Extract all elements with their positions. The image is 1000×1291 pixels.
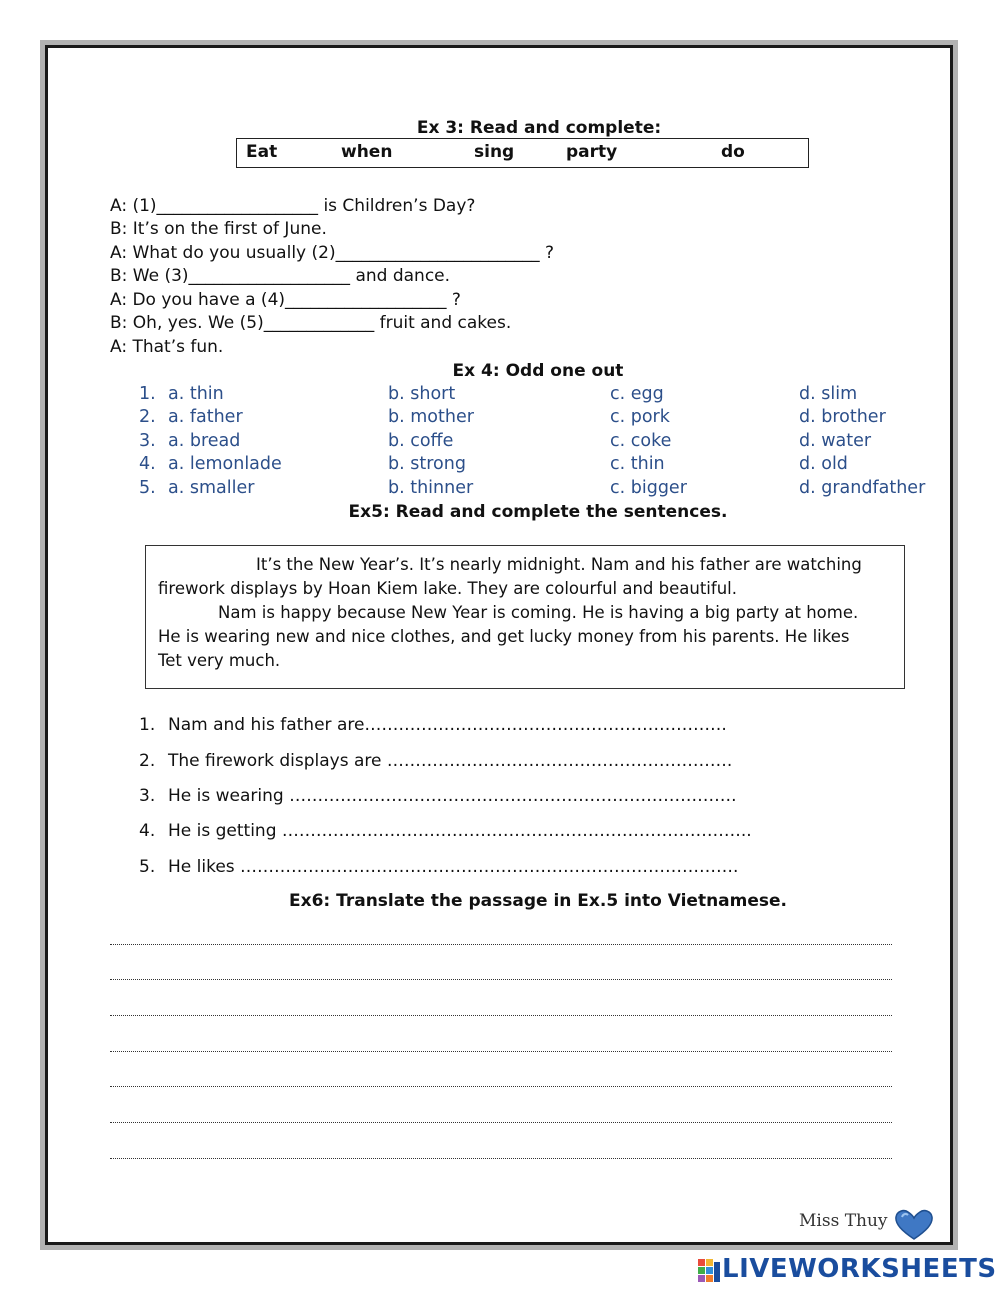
option-d[interactable]: d. grandfather xyxy=(799,478,926,498)
translation-line[interactable] xyxy=(110,1043,892,1052)
ex5-title: Ex5: Read and complete the sentences. xyxy=(348,502,728,522)
question-number: 4. xyxy=(139,821,156,841)
word-bank xyxy=(236,138,809,168)
translation-line[interactable] xyxy=(110,1078,892,1087)
word-bank-item: do xyxy=(721,142,745,162)
question-number: 1. xyxy=(139,715,156,735)
odd-one-number: 5. xyxy=(139,478,156,498)
dialogue-line: B: It’s on the first of June. xyxy=(110,219,327,239)
option-c[interactable]: c. coke xyxy=(610,431,672,451)
question-blank[interactable]: He likes ……………………………………………………………………………. xyxy=(168,857,739,877)
question-blank[interactable]: Nam and his father are………………………………………………………. xyxy=(168,715,727,735)
option-c[interactable]: c. bigger xyxy=(610,478,687,498)
brand-name[interactable]: LIVEWORKSHEETS xyxy=(722,1254,997,1284)
translation-line[interactable] xyxy=(110,971,892,980)
option-b[interactable]: b. strong xyxy=(388,454,466,474)
dialogue-line: A: That’s fun. xyxy=(110,337,224,357)
ex4-title: Ex 4: Odd one out xyxy=(452,361,624,381)
translation-line[interactable] xyxy=(110,1114,892,1123)
option-a[interactable]: a. smaller xyxy=(168,478,255,498)
dialogue-line[interactable]: A: Do you have a (4)___________________ ? xyxy=(110,290,461,310)
question-blank[interactable]: He is getting ……………………………………………………………………….. xyxy=(168,821,752,841)
odd-one-number: 1. xyxy=(139,384,156,404)
passage-line: firework displays by Hoan Kiem lake. They are colourful and beautiful. xyxy=(158,579,737,598)
dialogue-line[interactable]: B: Oh, yes. We (5)_____________ fruit and cakes. xyxy=(110,313,512,333)
ex6-title: Ex6: Translate the passage in Ex.5 into Vietnamese. xyxy=(289,891,787,911)
passage-line: Tet very much. xyxy=(158,651,281,670)
ex3-title: Ex 3: Read and complete: xyxy=(416,118,662,138)
liveworksheets-logo-icon xyxy=(697,1258,721,1284)
translation-line[interactable] xyxy=(110,1007,892,1016)
option-d[interactable]: d. slim xyxy=(799,384,858,404)
option-b[interactable]: b. mother xyxy=(388,407,474,427)
option-c[interactable]: c. pork xyxy=(610,407,670,427)
word-bank-item: party xyxy=(566,142,618,162)
question-number: 3. xyxy=(139,786,156,806)
translation-line[interactable] xyxy=(110,1150,892,1159)
question-number: 5. xyxy=(139,857,156,877)
option-b[interactable]: b. coffe xyxy=(388,431,454,451)
option-c[interactable]: c. thin xyxy=(610,454,665,474)
option-c[interactable]: c. egg xyxy=(610,384,664,404)
option-a[interactable]: a. thin xyxy=(168,384,224,404)
translation-line[interactable] xyxy=(110,936,892,945)
teacher-signature: Miss Thuy xyxy=(799,1211,888,1231)
odd-one-number: 4. xyxy=(139,454,156,474)
option-a[interactable]: a. father xyxy=(168,407,243,427)
heart-icon xyxy=(894,1209,934,1241)
reading-passage xyxy=(145,545,905,689)
question-blank[interactable]: He is wearing ……………………………………………………………………. xyxy=(168,786,737,806)
passage-line: Nam is happy because New Year is coming. He is having a big party at home. xyxy=(218,603,859,622)
option-b[interactable]: b. short xyxy=(388,384,456,404)
word-bank-item: when xyxy=(341,142,393,162)
option-a[interactable]: a. bread xyxy=(168,431,241,451)
passage-line: It’s the New Year’s. It’s nearly midnight. Nam and his father are watching xyxy=(256,555,862,574)
option-b[interactable]: b. thinner xyxy=(388,478,474,498)
question-blank[interactable]: The firework displays are ……………………………………………………. xyxy=(168,751,733,771)
question-number: 2. xyxy=(139,751,156,771)
word-bank-item: sing xyxy=(474,142,515,162)
word-bank-item: Eat xyxy=(246,142,278,162)
option-d[interactable]: d. brother xyxy=(799,407,886,427)
option-d[interactable]: d. water xyxy=(799,431,872,451)
dialogue-line[interactable]: A: What do you usually (2)________________________ ? xyxy=(110,243,555,263)
odd-one-number: 2. xyxy=(139,407,156,427)
dialogue-line[interactable]: B: We (3)___________________ and dance. xyxy=(110,266,451,286)
passage-line: He is wearing new and nice clothes, and get lucky money from his parents. He likes xyxy=(158,627,850,646)
dialogue-line[interactable]: A: (1)___________________ is Children’s Day? xyxy=(110,196,476,216)
option-d[interactable]: d. old xyxy=(799,454,848,474)
option-a[interactable]: a. lemonlade xyxy=(168,454,282,474)
odd-one-number: 3. xyxy=(139,431,156,451)
